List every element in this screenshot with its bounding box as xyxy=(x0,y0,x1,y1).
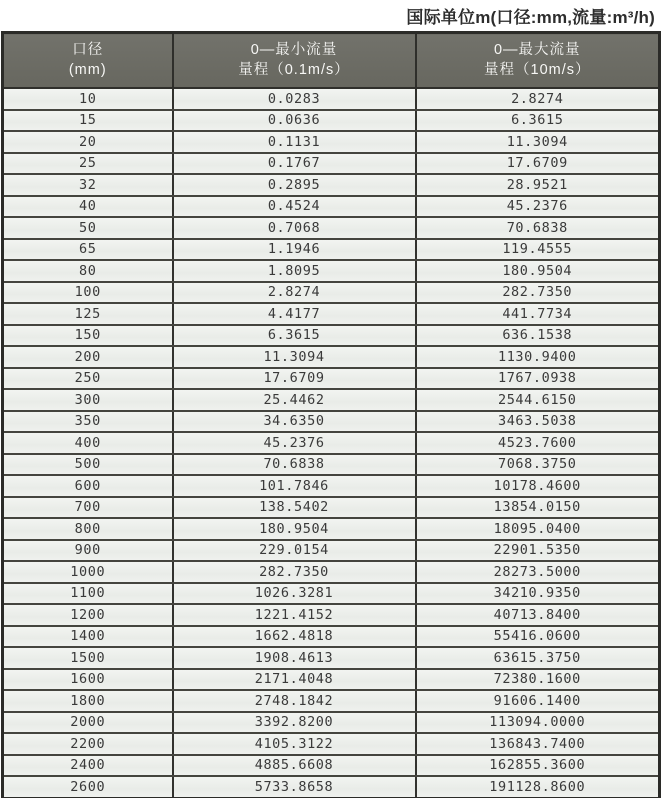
cell-min-flow: 1.8095 xyxy=(173,260,416,282)
table-row xyxy=(3,346,660,368)
cell-min-flow: 2.8274 xyxy=(173,282,416,304)
table-row xyxy=(3,217,660,239)
cell-max-flow: 441.7734 xyxy=(416,303,660,325)
cell-min-flow: 2171.4048 xyxy=(173,669,416,691)
flow-range-table xyxy=(1,31,661,798)
cell-diameter: 600 xyxy=(3,475,173,497)
page-title: 国际单位m(口径:mm,流量:m³/h) xyxy=(406,8,655,27)
cell-max-flow: 18095.0400 xyxy=(416,518,660,540)
cell-max-flow: 40713.8400 xyxy=(416,604,660,626)
cell-max-flow: 119.4555 xyxy=(416,239,660,261)
cell-max-flow: 34210.9350 xyxy=(416,583,660,605)
cell-max-flow: 17.6709 xyxy=(416,153,660,175)
table-row xyxy=(3,282,660,304)
cell-min-flow: 4105.3122 xyxy=(173,733,416,755)
table-row xyxy=(3,454,660,476)
cell-diameter: 32 xyxy=(3,174,173,196)
cell-max-flow: 13854.0150 xyxy=(416,497,660,519)
cell-max-flow: 11.3094 xyxy=(416,131,660,153)
table-row xyxy=(3,368,660,390)
table-row xyxy=(3,776,660,798)
cell-diameter: 2200 xyxy=(3,733,173,755)
cell-diameter: 2400 xyxy=(3,755,173,777)
cell-min-flow: 17.6709 xyxy=(173,368,416,390)
col-header-diameter-line2: (mm) xyxy=(68,62,107,78)
cell-max-flow: 191128.8600 xyxy=(416,776,660,798)
cell-diameter: 65 xyxy=(3,239,173,261)
cell-max-flow: 282.7350 xyxy=(416,282,660,304)
cell-max-flow: 162855.3600 xyxy=(416,755,660,777)
cell-max-flow: 72380.1600 xyxy=(416,669,660,691)
cell-max-flow: 6.3615 xyxy=(416,110,660,132)
col-header-min-flow-line2: 量程（0.1m/s） xyxy=(238,62,350,78)
table-row xyxy=(3,755,660,777)
cell-min-flow: 70.6838 xyxy=(173,454,416,476)
cell-max-flow: 4523.7600 xyxy=(416,432,660,454)
cell-min-flow: 1908.4613 xyxy=(173,647,416,669)
table-row xyxy=(3,260,660,282)
cell-min-flow: 1662.4818 xyxy=(173,626,416,648)
cell-min-flow: 5733.8658 xyxy=(173,776,416,798)
cell-diameter: 100 xyxy=(3,282,173,304)
cell-min-flow: 3392.8200 xyxy=(173,712,416,734)
cell-min-flow: 0.0636 xyxy=(173,110,416,132)
cell-diameter: 125 xyxy=(3,303,173,325)
cell-min-flow: 0.2895 xyxy=(173,174,416,196)
table-row xyxy=(3,153,660,175)
cell-diameter: 2600 xyxy=(3,776,173,798)
col-header-diameter xyxy=(3,33,173,89)
cell-diameter: 500 xyxy=(3,454,173,476)
table-header-row xyxy=(3,33,660,89)
cell-min-flow: 25.4462 xyxy=(173,389,416,411)
cell-min-flow: 180.9504 xyxy=(173,518,416,540)
cell-diameter: 250 xyxy=(3,368,173,390)
table-row xyxy=(3,110,660,132)
table-row xyxy=(3,647,660,669)
cell-diameter: 1000 xyxy=(3,561,173,583)
col-header-diameter-line1: 口径 xyxy=(72,42,104,58)
cell-max-flow: 1767.0938 xyxy=(416,368,660,390)
cell-min-flow: 0.7068 xyxy=(173,217,416,239)
title-bar xyxy=(0,0,662,31)
cell-min-flow: 0.1131 xyxy=(173,131,416,153)
cell-max-flow: 45.2376 xyxy=(416,196,660,218)
table-row xyxy=(3,669,660,691)
cell-diameter: 1800 xyxy=(3,690,173,712)
cell-max-flow: 2.8274 xyxy=(416,88,660,110)
table-row xyxy=(3,604,660,626)
table-row xyxy=(3,325,660,347)
cell-diameter: 2000 xyxy=(3,712,173,734)
col-header-max-flow-line1: 0—最大流量 xyxy=(493,42,581,58)
cell-diameter: 1500 xyxy=(3,647,173,669)
table-row xyxy=(3,690,660,712)
table-row xyxy=(3,626,660,648)
col-header-max-flow-line2: 量程（10m/s） xyxy=(484,62,591,78)
cell-min-flow: 138.5402 xyxy=(173,497,416,519)
table-row xyxy=(3,239,660,261)
cell-diameter: 700 xyxy=(3,497,173,519)
cell-max-flow: 10178.4600 xyxy=(416,475,660,497)
cell-max-flow: 113094.0000 xyxy=(416,712,660,734)
cell-max-flow: 1130.9400 xyxy=(416,346,660,368)
table-row xyxy=(3,174,660,196)
cell-diameter: 1100 xyxy=(3,583,173,605)
cell-diameter: 25 xyxy=(3,153,173,175)
cell-min-flow: 1221.4152 xyxy=(173,604,416,626)
cell-max-flow: 22901.5350 xyxy=(416,540,660,562)
cell-max-flow: 7068.3750 xyxy=(416,454,660,476)
table-row xyxy=(3,196,660,218)
table-body xyxy=(3,88,660,798)
cell-min-flow: 282.7350 xyxy=(173,561,416,583)
cell-diameter: 1400 xyxy=(3,626,173,648)
cell-diameter: 150 xyxy=(3,325,173,347)
cell-min-flow: 1026.3281 xyxy=(173,583,416,605)
cell-max-flow: 28.9521 xyxy=(416,174,660,196)
table-row xyxy=(3,475,660,497)
cell-min-flow: 6.3615 xyxy=(173,325,416,347)
cell-diameter: 400 xyxy=(3,432,173,454)
cell-min-flow: 0.4524 xyxy=(173,196,416,218)
table-row xyxy=(3,389,660,411)
table-row xyxy=(3,497,660,519)
table-row xyxy=(3,88,660,110)
cell-min-flow: 4.4177 xyxy=(173,303,416,325)
table-header xyxy=(3,33,660,89)
table-row xyxy=(3,411,660,433)
table-row xyxy=(3,583,660,605)
cell-diameter: 300 xyxy=(3,389,173,411)
cell-diameter: 10 xyxy=(3,88,173,110)
cell-diameter: 800 xyxy=(3,518,173,540)
col-header-max-flow xyxy=(416,33,660,89)
cell-max-flow: 136843.7400 xyxy=(416,733,660,755)
cell-max-flow: 55416.0600 xyxy=(416,626,660,648)
cell-max-flow: 70.6838 xyxy=(416,217,660,239)
cell-diameter: 15 xyxy=(3,110,173,132)
table-row xyxy=(3,733,660,755)
cell-diameter: 200 xyxy=(3,346,173,368)
cell-diameter: 80 xyxy=(3,260,173,282)
cell-min-flow: 0.1767 xyxy=(173,153,416,175)
table-row xyxy=(3,131,660,153)
cell-min-flow: 45.2376 xyxy=(173,432,416,454)
cell-diameter: 20 xyxy=(3,131,173,153)
cell-diameter: 40 xyxy=(3,196,173,218)
table-row xyxy=(3,432,660,454)
cell-max-flow: 28273.5000 xyxy=(416,561,660,583)
cell-min-flow: 34.6350 xyxy=(173,411,416,433)
cell-min-flow: 11.3094 xyxy=(173,346,416,368)
col-header-min-flow xyxy=(173,33,416,89)
col-header-min-flow-line1: 0—最小流量 xyxy=(250,42,338,58)
cell-min-flow: 101.7846 xyxy=(173,475,416,497)
table-row xyxy=(3,303,660,325)
cell-max-flow: 2544.6150 xyxy=(416,389,660,411)
cell-max-flow: 3463.5038 xyxy=(416,411,660,433)
cell-diameter: 1600 xyxy=(3,669,173,691)
table-row xyxy=(3,561,660,583)
cell-max-flow: 180.9504 xyxy=(416,260,660,282)
cell-min-flow: 229.0154 xyxy=(173,540,416,562)
cell-diameter: 50 xyxy=(3,217,173,239)
cell-min-flow: 2748.1842 xyxy=(173,690,416,712)
cell-max-flow: 91606.1400 xyxy=(416,690,660,712)
cell-max-flow: 63615.3750 xyxy=(416,647,660,669)
cell-diameter: 900 xyxy=(3,540,173,562)
cell-min-flow: 1.1946 xyxy=(173,239,416,261)
table-row xyxy=(3,518,660,540)
cell-diameter: 1200 xyxy=(3,604,173,626)
cell-min-flow: 4885.6608 xyxy=(173,755,416,777)
table-row xyxy=(3,540,660,562)
cell-min-flow: 0.0283 xyxy=(173,88,416,110)
cell-diameter: 350 xyxy=(3,411,173,433)
cell-max-flow: 636.1538 xyxy=(416,325,660,347)
table-row xyxy=(3,712,660,734)
